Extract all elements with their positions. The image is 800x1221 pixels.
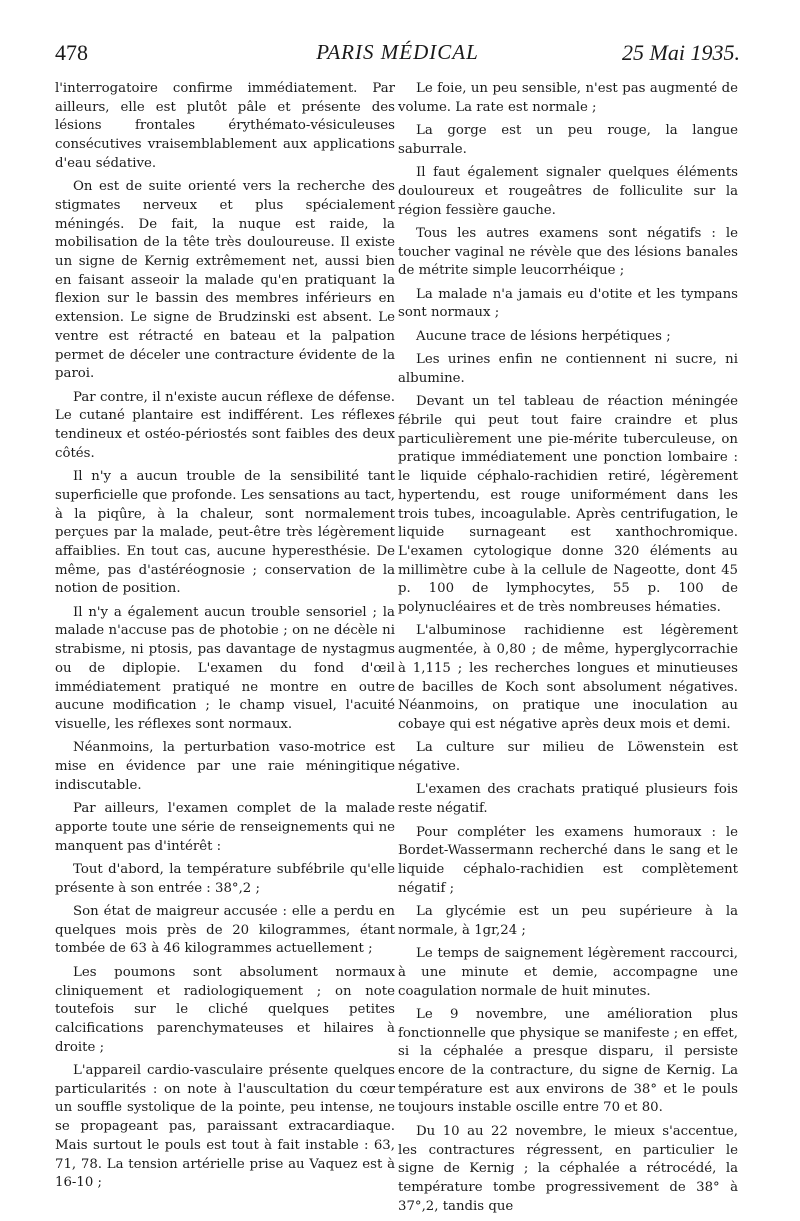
paragraph: Les poumons sont absolument normaux cliniquement et radiologiquement ; on note toutefois sur le cliché quelques petites calcifications parenchymateuses et hilaires à droite ; [55,964,395,1055]
paragraph: Le temps de saignement légèrement raccourci, à une minute et demie, accompagne une coagulation normale de huit minutes. [398,946,738,999]
paragraph: Il faut également signaler quelques éléments douloureux et rougeâtres de folliculite sur la région fessière gauche. [398,165,738,218]
page-number: 478 [55,40,88,65]
journal-title: PARIS MÉDICAL [316,40,479,64]
paragraph: Néanmoins, la perturbation vaso-motrice est mise en évidence par une raie méningitique indiscutable. [55,740,395,793]
paragraph: L'examen des crachats pratiqué plusieurs fois reste négatif. [398,782,738,817]
paragraph: Aucune trace de lésions herpétiques ; [416,328,671,344]
paragraph: L'albuminose rachidienne est légèrement augmentée, à 0,80 ; de même, hyperglycorrachie à 1,115 ; les recherches longues et minutieuses de bacilles de Koch sont absolument négatives. Néanmoins, on pratique une inoculation au cobaye qui est négative après deux mois et demi. [398,623,738,732]
paragraph: Tout d'abord, la température subfébrile qu'elle présente à son entrée : 38°,2 ; [55,861,395,896]
paragraph: La glycémie est un peu supérieure à la normale, à 1gr,24 ; [398,904,738,938]
paragraph: Tous les autres examens sont négatifs : le toucher vaginal ne révèle que des lésions banales de métrite simple leucorrhéique ; [398,225,738,279]
paragraph: Du 10 au 22 novembre, le mieux s'accentue, les contractures régressent, en particulier le signe de Kernig ; la céphalée a rétrocédé, la température tombe progressivement de 38° à 37°,2, tandis que [398,1123,738,1214]
right-column [398,80,738,1221]
paragraph: Il n'y a aucun trouble de la sensibilité tant superficielle que profonde. Les sensations au tact, à la piqûre, à la chaleur, sont normalement perçues par la malade, peut-être très légèrement affaiblies. En tout cas, aucune hyperesthésie. De même, pas d'astéréognosie ; conservation de la notion de position. [55,469,395,597]
left-column [55,80,395,1198]
paragraph: Pour compléter les examens humoraux : le Bordet-Wassermann recherché dans le sang et le liquide céphalo-rachidien est complètement négatif ; [398,824,738,896]
paragraph: Le 9 novembre, une amélioration plus fonctionnelle que physique se manifeste ; en effet, si la céphalée a presque disparu, il persiste encore de la contracture, du signe de Kernig. La température est aux environs de 38° et le pouls toujours instable oscille entre 70 et 80. [398,1006,738,1116]
paragraph: Le foie, un peu sensible, n'est pas augmenté de volume. La rate est normale ; [398,81,738,115]
paragraph: L'appareil cardio-vasculaire présente quelques particularités : on note à l'auscultation du cœur un souffle systolique de la pointe, peu intense, ne se propageant pas, paraissant extracardiaque. Mais surtout le pouls est tout à fait instable : 63, 71, 78. La tension artérielle prise au Vaquez est à 16-10 ; [55,1063,395,1191]
paragraph: Son état de maigreur accusée : elle a perdu en quelques mois près de 20 kilogrammes, étant tombée de 63 à 46 kilogrammes actuellement ; [55,904,395,957]
paragraph: Devant un tel tableau de réaction méningée fébrile qui peut tout faire craindre et plus particulièrement une pie-mérite tuberculeuse, on pratique immédiatement une ponction lombaire : le liquide céphalo-rachidien retiré, légèrement hypertendu, est rouge uniformément dans les trois tubes, incoagulable. Après centrifugation, le liquide surnageant est xanthochromique. L'examen cytologique donne 320 éléments au millimètre cube à la cellule de Nageotte, dont 45 p. 100 de lymphocytes, 55 p. 100 de polynucléaires et de très nombreuses hématies. [398,394,738,616]
page-header [55,40,740,70]
paragraph: Par ailleurs, l'examen complet de la malade apporte toute une série de renseignements qui ne manquent pas d'intérêt : [55,801,395,854]
paragraph: Il n'y a également aucun trouble sensoriel ; la malade n'accuse pas de photobie ; on ne décèle ni strabisme, ni ptosis, pas davantage de nystagmus ou de diplopie. L'examen du fond d'œil immédiatement pratiqué ne montre en outre aucune modification ; le champ visuel, l'acuité visuelle, les réflexes sont normaux. [55,604,395,732]
paragraph: La malade n'a jamais eu d'otite et les tympans sont normaux ; [398,286,738,321]
paragraph: Par contre, il n'existe aucun réflexe de défense. Le cutané plantaire est indifférent. Les réflexes tendineux et ostéo-périostés sont faibles des deux côtés. [55,389,395,461]
issue-date: 25 Mai 1935. [622,40,740,65]
paragraph: Les urines enfin ne contiennent ni sucre, ni albumine. [398,352,738,386]
paragraph: La culture sur milieu de Löwenstein est négative. [398,740,738,775]
paragraph: On est de suite orienté vers la recherche des stigmates nerveux et plus spécialement méningés. De fait, la nuque est raide, la mobilisation de la tête très douloureuse. Il existe un signe de Kernig extrêmement net, aussi bien en faisant asseoir la malade qu'en pratiquant la flexion sur le bassin des membres inférieurs en extension. Le signe de Brudzinski est absent. Le ventre est rétracté en bateau et la palpation permet de déceler une contracture évidente de la paroi. [55,179,395,382]
paragraph: l'interrogatoire confirme immédiatement. Par ailleurs, elle est plutôt pâle et présente des lésions frontales érythémato-vésiculeuses consécutives vraisemblablement aux applications d'eau sédative. [55,81,395,171]
paragraph: La gorge est un peu rouge, la langue saburrale. [398,123,738,157]
